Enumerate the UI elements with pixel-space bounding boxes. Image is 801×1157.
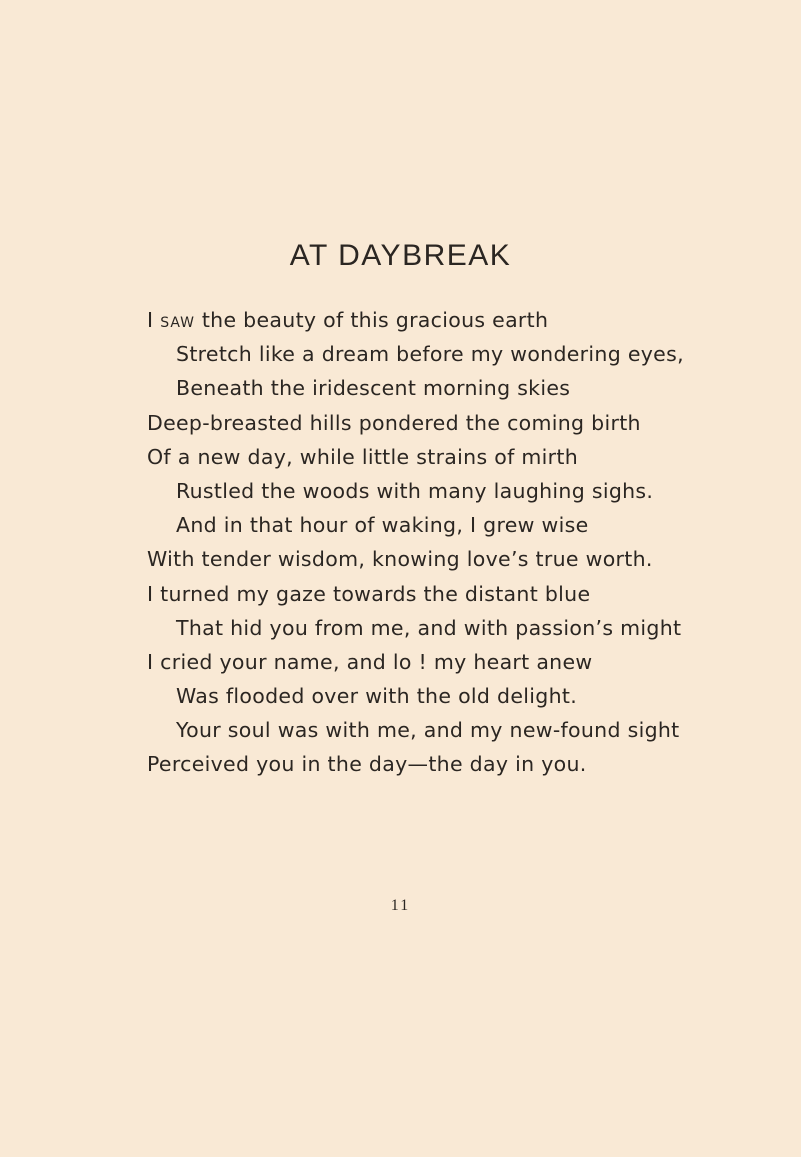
poem-line-7: And in that hour of waking, I grew wise — [176, 513, 589, 538]
poem-title: AT DAYBREAK — [289, 239, 512, 272]
poem-line-12: Was flooded over with the old delight. — [176, 684, 578, 709]
poem-line-4: Deep-breasted hills pondered the coming birth — [147, 410, 641, 435]
poem-body — [147, 303, 787, 782]
first-line-smallcaps: saw — [160, 308, 195, 332]
poem-line-2: Stretch like a dream before my wondering eyes, — [176, 342, 684, 367]
page-number: 11 — [390, 897, 411, 914]
poem-line-13: Your soul was with me, and my new-found sight — [176, 718, 680, 743]
poem-line-5: Of a new day, while little strains of mirth — [147, 444, 579, 469]
poem-line-11: I cried your name, and lo ! my heart anew — [147, 649, 593, 674]
poem-line-10: That hid you from me, and with passion’s might — [176, 615, 682, 640]
poem-line-9: I turned my gaze towards the distant blue — [147, 581, 591, 606]
poem-line-3: Beneath the iridescent morning skies — [176, 376, 571, 401]
poem-line-6: Rustled the woods with many laughing sighs. — [176, 478, 654, 503]
first-line-lead: I — [147, 308, 154, 332]
poem-line-8: With tender wisdom, knowing love’s true worth. — [147, 547, 653, 572]
first-line-rest: the beauty of this gracious earth — [201, 308, 549, 332]
poem-line-14: Perceived you in the day—the day in you. — [147, 752, 587, 777]
poem-line-1 — [147, 303, 787, 337]
